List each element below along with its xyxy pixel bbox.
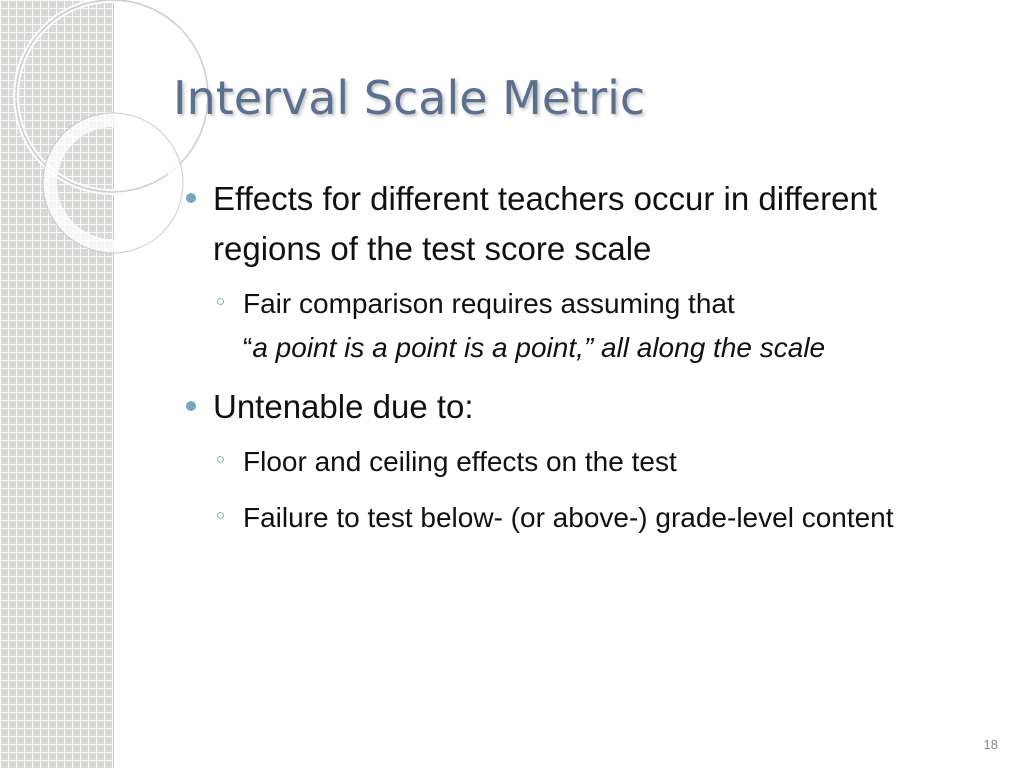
- slide-number: 18: [983, 737, 998, 752]
- sub-bullet-text: Failure to test below- (or above-) grade-level content: [243, 502, 894, 533]
- hollow-circle-bullet-icon: [217, 456, 224, 463]
- sub-bullet-item: [185, 440, 985, 484]
- sub-bullet-item: [185, 496, 985, 540]
- quote-open-mark: “: [243, 332, 253, 363]
- hollow-circle-bullet-icon: [217, 298, 224, 305]
- bullet-text: Effects for different teachers occur in different regions of the test score scale: [213, 180, 878, 267]
- sub-bullet-quote-line: [243, 326, 985, 370]
- bullet-text: Untenable due to:: [213, 388, 474, 425]
- bullet-item: [185, 174, 985, 274]
- bullet-item: [185, 382, 985, 432]
- sub-bullet-item: [185, 282, 985, 370]
- sub-bullet-text-line1: Fair comparison requires assuming that: [243, 288, 735, 319]
- slide-title: Interval Scale Metric: [173, 71, 646, 125]
- slide-content: [185, 174, 985, 552]
- sidebar-grid-panel: [0, 0, 114, 768]
- hollow-circle-bullet-icon: [217, 512, 224, 519]
- filled-circle-bullet-icon: [186, 401, 196, 411]
- quoted-italic-text: a point is a point is a point,” all along the scale: [252, 332, 826, 363]
- filled-circle-bullet-icon: [186, 193, 196, 203]
- sub-bullet-text: Floor and ceiling effects on the test: [243, 446, 677, 477]
